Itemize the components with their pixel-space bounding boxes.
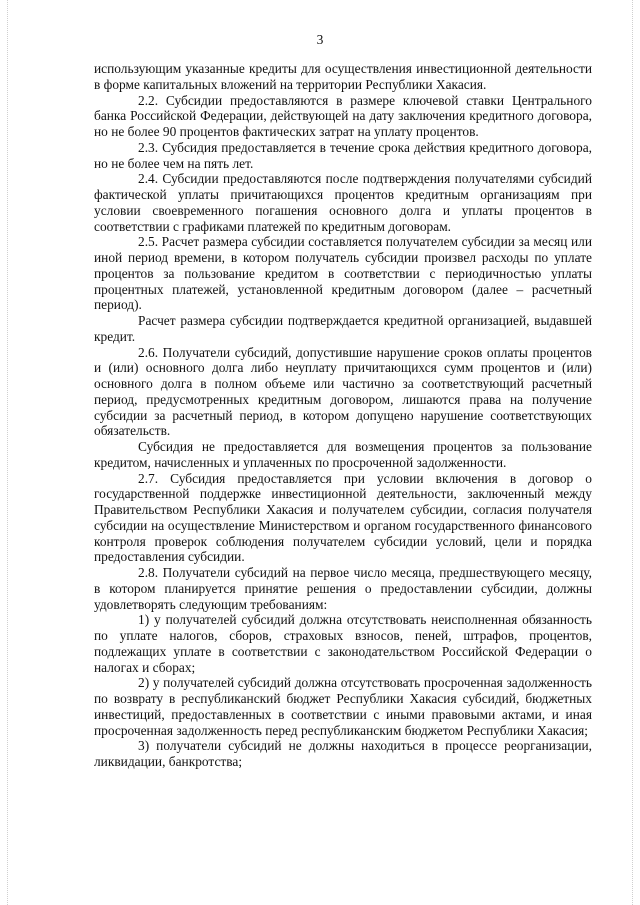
paragraph-2-2: 2.2. Субсидии предоставляются в размере ключевой ставки Центрального банка Российской Федерации, действующей на дату заключения кредитного договора, но не более 90 процентов фактических затрат на уплату процентов. <box>94 92 592 139</box>
document-body <box>94 61 592 770</box>
left-margin-line <box>7 0 9 905</box>
paragraph-2-3: 2.3. Субсидия предоставляется в течение срока действия кредитного договора, но не более чем на пять лет. <box>94 139 592 171</box>
paragraph-2-5: 2.5. Расчет размера субсидии составляется получателем субсидии за месяц или иной период времени, в котором получатель субсидии произвел расходы по уплате процентов за пользование кредитом в соответствии с периодичностью уплаты процентных платежей, установленной кредитным договором (далее – расчетный период). <box>94 234 592 313</box>
right-margin-line <box>632 0 634 905</box>
requirement-2: 2) у получателей субсидий должна отсутствовать просроченная задолженность по возврату в республиканский бюджет Республики Хакасия субсидий, бюджетных инвестиций, предоставленных в соответствии с иными правовыми актами, и иная просроченная задолженность перед республиканским бюджетом Республики Хакасия; <box>94 675 592 738</box>
paragraph-2-5-confirmation: Расчет размера субсидии подтверждается кредитной организацией, выдавшей кредит. <box>94 313 592 344</box>
requirement-3: 3) получатели субсидий не должны находиться в процессе реорганизации, ликвидации, банкротства; <box>94 738 592 769</box>
requirement-1: 1) у получателей субсидий должна отсутствовать неисполненная обязанность по уплате налогов, сборов, страховых взносов, пеней, штрафов, процентов, подлежащих уплате в соответствии с законодательством Российской Федерации о налогах и сборах; <box>94 612 592 675</box>
paragraph-2-6: 2.6. Получатели субсидий, допустившие нарушение сроков оплаты процентов и (или) основного долга либо неуплату причитающихся сумм процентов и (или) основного долга в полном объеме или частично за соответствующий расчетный период, предусмотренных кредитным договором, лишаются права на получение субсидии за расчетный период, в котором допущено нарушение соответствующих обязательств. <box>94 344 592 439</box>
page-number: 3 <box>316 32 324 47</box>
paragraph-2-4: 2.4. Субсидии предоставляются после подтверждения получателями субсидий фактической уплаты причитающихся процентов кредитным организациям при условии своевременного погашения основного долга и уплаты процентов в соответствии с графиками платежей по кредитным договорам. <box>94 171 592 234</box>
paragraph-continuation: использующим указанные кредиты для осуществления инвестиционной деятельности в форме капитальных вложений на территории Республики Хакасия. <box>94 61 592 92</box>
paragraph-2-8: 2.8. Получатели субсидий на первое число месяца, предшествующего месяцу, в котором планируется принятие решения о предоставлении субсидии, должны удовлетворять следующим требованиям: <box>94 565 592 612</box>
paragraph-2-7: 2.7. Субсидия предоставляется при условии включения в договор о государственной поддержке инвестиционной деятельности, заключенный между Правительством Республики Хакасия и получателем субсидии, согласия получателя субсидии на осуществление Министерством и органом государственного финансового контроля проверок соблюдения получателем субсидии условий, цели и порядка предоставления субсидии. <box>94 470 592 565</box>
paragraph-2-6-exclusion: Субсидия не предоставляется для возмещения процентов за пользование кредитом, начисленных и уплаченных по просроченной задолженности. <box>94 439 592 470</box>
